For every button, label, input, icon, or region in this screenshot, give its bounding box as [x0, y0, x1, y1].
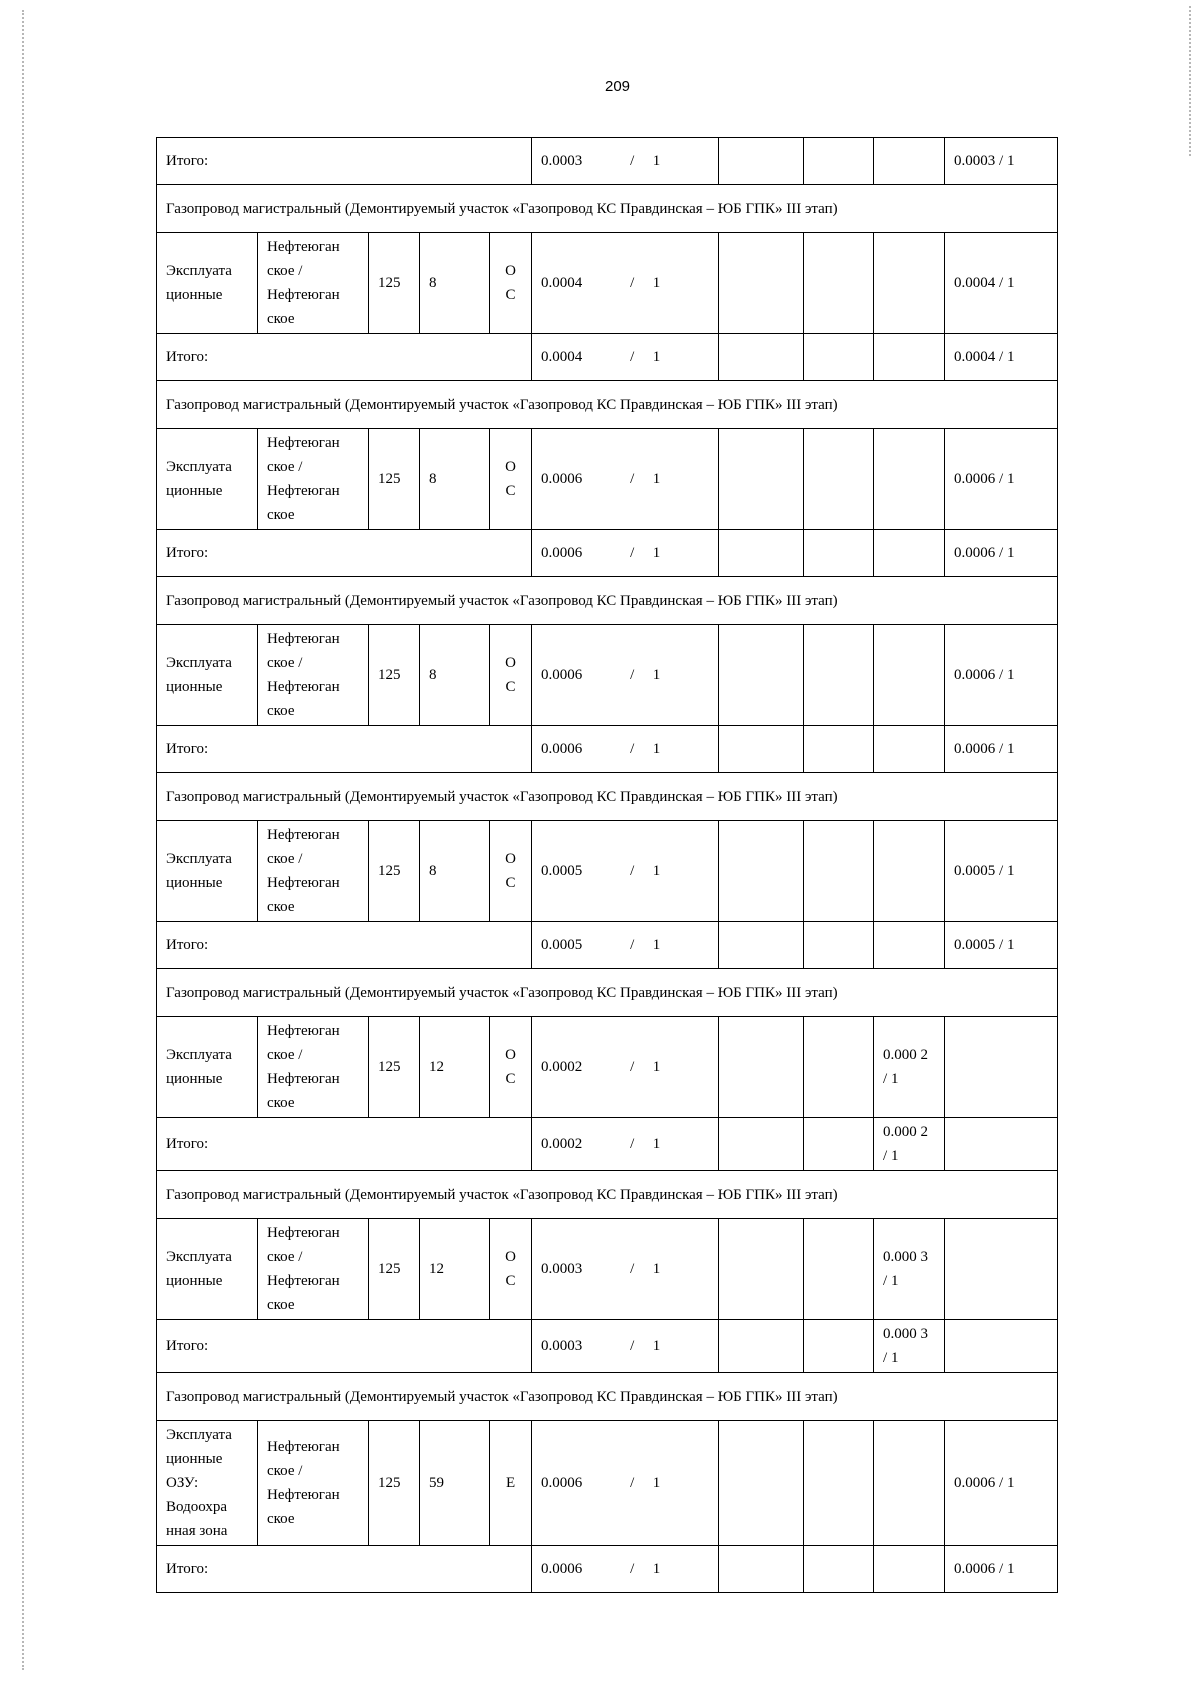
row-value: 0.0005	[541, 863, 583, 879]
cell-col7	[719, 821, 804, 922]
cell-last	[945, 1219, 1058, 1320]
cell-col8	[804, 233, 874, 334]
row-slash: /	[630, 1475, 635, 1491]
total-count: 1	[652, 153, 661, 169]
total-slash: /	[630, 1561, 635, 1577]
total-slash: /	[630, 545, 635, 561]
cell-code: О С	[490, 233, 532, 334]
row-count: 1	[652, 1059, 661, 1075]
total-slash: /	[630, 1338, 635, 1354]
row-count: 1	[652, 667, 661, 683]
page-number: 209	[604, 78, 631, 95]
total-label: Итого:	[157, 726, 532, 773]
total-value: 0.0006	[541, 741, 583, 757]
total-value: 0.0006	[541, 545, 583, 561]
cell-place: Нефтеюган ское / Нефтеюган ское	[258, 1017, 369, 1118]
total-col8	[804, 1118, 874, 1171]
cell-col9	[874, 1421, 945, 1546]
section-header: Газопровод магистральный (Демонтируемый участок «Газопровод КС Правдинская – ЮБ ГПК» III этап)	[157, 185, 1058, 233]
cell-col9	[874, 821, 945, 922]
row-value: 0.0004	[541, 275, 583, 291]
cell-last: 0.0006 / 1	[945, 625, 1058, 726]
total-slash: /	[630, 1136, 635, 1152]
cell-place: Нефтеюган ское / Нефтеюган ское	[258, 625, 369, 726]
total-col8	[804, 530, 874, 577]
cell-last: 0.0004 / 1	[945, 233, 1058, 334]
total-count: 1	[652, 1136, 661, 1152]
total-col8	[804, 1546, 874, 1593]
cell-type: Эксплуата ционные	[157, 821, 258, 922]
cell-num2: 8	[420, 625, 490, 726]
cell-num1: 125	[369, 1017, 420, 1118]
cell-col7	[719, 1219, 804, 1320]
total-count: 1	[652, 545, 661, 561]
total-label: Итого:	[157, 530, 532, 577]
cell-place: Нефтеюган ское / Нефтеюган ское	[258, 821, 369, 922]
cell-value	[532, 233, 719, 334]
table-row-section-header	[157, 185, 1058, 233]
cell-type: Эксплуата ционные	[157, 1219, 258, 1320]
table-row	[157, 625, 1058, 726]
row-count: 1	[652, 863, 661, 879]
cell-value	[532, 625, 719, 726]
cell-place: Нефтеюган ское / Нефтеюган ское	[258, 233, 369, 334]
cell-num1: 125	[369, 233, 420, 334]
cell-num1: 125	[369, 625, 420, 726]
cell-col9: 0.000 3 / 1	[874, 1219, 945, 1320]
cell-code: О С	[490, 1219, 532, 1320]
table-row-total	[157, 1118, 1058, 1171]
cell-last: 0.0006 / 1	[945, 1421, 1058, 1546]
total-value-cell	[532, 1118, 719, 1171]
table-row	[157, 429, 1058, 530]
total-col8	[804, 138, 874, 185]
cell-code: О С	[490, 429, 532, 530]
total-label: Итого:	[157, 138, 532, 185]
total-value: 0.0005	[541, 937, 583, 953]
table-body	[157, 138, 1058, 1593]
row-slash: /	[630, 667, 635, 683]
cell-col9	[874, 233, 945, 334]
cell-type: Эксплуата ционные	[157, 1017, 258, 1118]
total-col7	[719, 726, 804, 773]
total-col7	[719, 1118, 804, 1171]
cell-value	[532, 1219, 719, 1320]
row-value: 0.0003	[541, 1261, 583, 1277]
cell-col8	[804, 821, 874, 922]
cell-num2: 8	[420, 821, 490, 922]
row-count: 1	[652, 1261, 661, 1277]
row-value: 0.0006	[541, 667, 583, 683]
cell-code: О С	[490, 821, 532, 922]
total-count: 1	[652, 1561, 661, 1577]
cell-value	[532, 1421, 719, 1546]
cell-num2: 8	[420, 429, 490, 530]
cell-col8	[804, 1017, 874, 1118]
data-table	[156, 137, 1058, 1593]
cell-place: Нефтеюган ское / Нефтеюган ское	[258, 1421, 369, 1546]
cell-num1: 125	[369, 429, 420, 530]
total-count: 1	[652, 741, 661, 757]
cell-col7	[719, 1017, 804, 1118]
cell-col8	[804, 625, 874, 726]
cell-col7	[719, 233, 804, 334]
row-count: 1	[652, 1475, 661, 1491]
total-value-cell	[532, 530, 719, 577]
total-label: Итого:	[157, 1320, 532, 1373]
total-col9	[874, 530, 945, 577]
cell-code: Е	[490, 1421, 532, 1546]
cell-type: Эксплуата ционные	[157, 625, 258, 726]
table-row-total	[157, 1546, 1058, 1593]
cell-num1: 125	[369, 1421, 420, 1546]
section-header: Газопровод магистральный (Демонтируемый участок «Газопровод КС Правдинская – ЮБ ГПК» III этап)	[157, 969, 1058, 1017]
total-value-cell	[532, 726, 719, 773]
total-value-cell	[532, 1546, 719, 1593]
row-slash: /	[630, 1059, 635, 1075]
cell-num2: 12	[420, 1017, 490, 1118]
cell-col7	[719, 1421, 804, 1546]
total-col9	[874, 334, 945, 381]
total-label: Итого:	[157, 922, 532, 969]
total-col9: 0.000 2 / 1	[874, 1118, 945, 1171]
cell-type: Эксплуата ционные	[157, 429, 258, 530]
table-row-section-header	[157, 577, 1058, 625]
total-col7	[719, 530, 804, 577]
total-value-cell	[532, 922, 719, 969]
total-value: 0.0006	[541, 1561, 583, 1577]
cell-num1: 125	[369, 1219, 420, 1320]
cell-col8	[804, 1219, 874, 1320]
total-col7	[719, 922, 804, 969]
cell-last: 0.0006 / 1	[945, 429, 1058, 530]
total-col7	[719, 334, 804, 381]
total-count: 1	[652, 349, 661, 365]
total-col8	[804, 726, 874, 773]
section-header: Газопровод магистральный (Демонтируемый участок «Газопровод КС Правдинская – ЮБ ГПК» III этап)	[157, 577, 1058, 625]
table-row-total	[157, 1320, 1058, 1373]
total-value-cell	[532, 1320, 719, 1373]
table-row-section-header	[157, 381, 1058, 429]
cell-col7	[719, 429, 804, 530]
total-last: 0.0006 / 1	[945, 1546, 1058, 1593]
total-count: 1	[652, 937, 661, 953]
row-count: 1	[652, 275, 661, 291]
scan-edge-left	[22, 10, 26, 1670]
cell-value	[532, 1017, 719, 1118]
row-count: 1	[652, 471, 661, 487]
cell-num1: 125	[369, 821, 420, 922]
cell-col9: 0.000 2 / 1	[874, 1017, 945, 1118]
total-label: Итого:	[157, 1546, 532, 1593]
cell-code: О С	[490, 1017, 532, 1118]
total-last	[945, 1118, 1058, 1171]
total-label: Итого:	[157, 334, 532, 381]
cell-last: 0.0005 / 1	[945, 821, 1058, 922]
total-last: 0.0006 / 1	[945, 726, 1058, 773]
total-value: 0.0004	[541, 349, 583, 365]
total-col9	[874, 138, 945, 185]
table-row	[157, 233, 1058, 334]
total-last: 0.0003 / 1	[945, 138, 1058, 185]
row-value: 0.0002	[541, 1059, 583, 1075]
section-header: Газопровод магистральный (Демонтируемый участок «Газопровод КС Правдинская – ЮБ ГПК» III этап)	[157, 381, 1058, 429]
table-row-section-header	[157, 1171, 1058, 1219]
cell-num2: 8	[420, 233, 490, 334]
total-count: 1	[652, 1338, 661, 1354]
total-col7	[719, 1320, 804, 1373]
total-value-cell	[532, 334, 719, 381]
total-last: 0.0004 / 1	[945, 334, 1058, 381]
total-value: 0.0002	[541, 1136, 583, 1152]
section-header: Газопровод магистральный (Демонтируемый участок «Газопровод КС Правдинская – ЮБ ГПК» III этап)	[157, 1171, 1058, 1219]
section-header: Газопровод магистральный (Демонтируемый участок «Газопровод КС Правдинская – ЮБ ГПК» III этап)	[157, 1373, 1058, 1421]
total-col7	[719, 138, 804, 185]
cell-code: О С	[490, 625, 532, 726]
total-value: 0.0003	[541, 153, 583, 169]
row-slash: /	[630, 275, 635, 291]
cell-col9	[874, 625, 945, 726]
total-value-cell	[532, 138, 719, 185]
table-row-section-header	[157, 969, 1058, 1017]
row-slash: /	[630, 1261, 635, 1277]
total-col9	[874, 1546, 945, 1593]
table-row-section-header	[157, 773, 1058, 821]
cell-type: Эксплуата ционные	[157, 233, 258, 334]
total-col9: 0.000 3 / 1	[874, 1320, 945, 1373]
total-col8	[804, 334, 874, 381]
total-slash: /	[630, 741, 635, 757]
section-header: Газопровод магистральный (Демонтируемый участок «Газопровод КС Правдинская – ЮБ ГПК» III этап)	[157, 773, 1058, 821]
cell-place: Нефтеюган ское / Нефтеюган ское	[258, 1219, 369, 1320]
total-slash: /	[630, 937, 635, 953]
table-row-total	[157, 726, 1058, 773]
cell-col8	[804, 429, 874, 530]
cell-last	[945, 1017, 1058, 1118]
total-value: 0.0003	[541, 1338, 583, 1354]
total-col9	[874, 726, 945, 773]
table-row	[157, 1421, 1058, 1546]
row-slash: /	[630, 863, 635, 879]
total-last: 0.0006 / 1	[945, 530, 1058, 577]
cell-value	[532, 821, 719, 922]
cell-type: Эксплуата ционные ОЗУ: Водоохра нная зона	[157, 1421, 258, 1546]
row-slash: /	[630, 471, 635, 487]
total-last	[945, 1320, 1058, 1373]
table-row-total	[157, 530, 1058, 577]
table-row	[157, 821, 1058, 922]
cell-num2: 59	[420, 1421, 490, 1546]
cell-col7	[719, 625, 804, 726]
total-col8	[804, 1320, 874, 1373]
cell-num2: 12	[420, 1219, 490, 1320]
cell-col9	[874, 429, 945, 530]
cell-col8	[804, 1421, 874, 1546]
total-col9	[874, 922, 945, 969]
total-slash: /	[630, 349, 635, 365]
row-value: 0.0006	[541, 1475, 583, 1491]
table-row-section-header	[157, 1373, 1058, 1421]
table-row	[157, 1017, 1058, 1118]
table-row-total	[157, 334, 1058, 381]
cell-value	[532, 429, 719, 530]
row-value: 0.0006	[541, 471, 583, 487]
table-row-total	[157, 922, 1058, 969]
table-row	[157, 1219, 1058, 1320]
total-label: Итого:	[157, 1118, 532, 1171]
total-col8	[804, 922, 874, 969]
table-row-total	[157, 138, 1058, 185]
cell-place: Нефтеюган ское / Нефтеюган ское	[258, 429, 369, 530]
total-last: 0.0005 / 1	[945, 922, 1058, 969]
total-col7	[719, 1546, 804, 1593]
total-slash: /	[630, 153, 635, 169]
